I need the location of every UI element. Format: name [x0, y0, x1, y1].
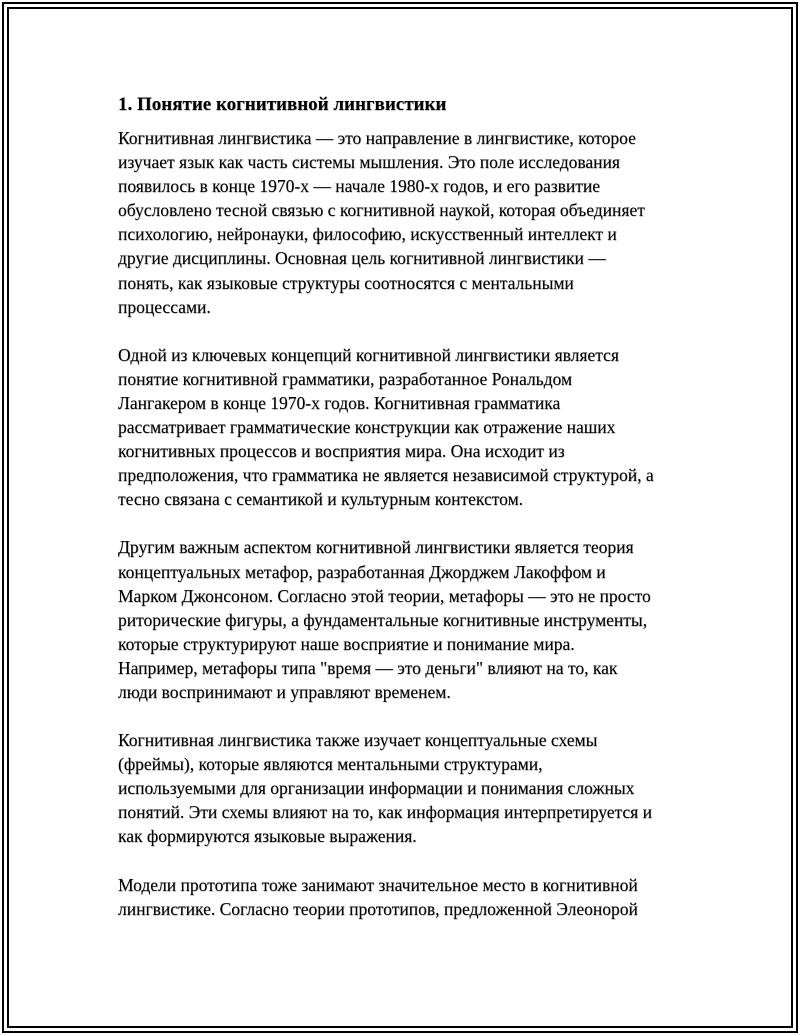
document-body — [118, 92, 698, 945]
paragraph-line: другие дисциплины. Основная цель когнитивной лингвистики — — [118, 248, 606, 269]
paragraph-line: риторические фигуры, а фундаментальные когнитивные инструменты, — [118, 609, 648, 630]
paragraph-1 — [118, 126, 698, 319]
paragraph-line: Когнитивная лингвистика также изучает концептуальные схемы — [118, 730, 598, 751]
paragraph-line: когнитивных процессов и восприятия мира. Она исходит из — [118, 441, 565, 462]
paragraph-line: предположения, что грамматика не является независимой структурой, а — [118, 465, 654, 486]
section-heading: 1. Понятие когнитивной лингвистики — [118, 94, 447, 115]
paragraph-line: процессами. — [118, 296, 211, 317]
paragraph-line: рассматривает грамматические конструкции как отражение наших — [118, 417, 616, 438]
paragraph-line: Например, метафоры типа "время — это деньги" влияют на то, как — [118, 657, 618, 678]
paragraph-line: появилось в конце 1970-х — начале 1980-х годов, и его развитие — [118, 176, 601, 197]
paragraph-line: психологию, нейронауки, философию, искусственный интеллект и — [118, 224, 617, 245]
paragraph-line: Марком Джонсоном. Согласно этой теории, метафоры — это не просто — [118, 585, 651, 606]
paragraph-3 — [118, 535, 698, 704]
paragraph-line: лингвистике. Согласно теории прототипов, предложенной Элеонорой — [118, 898, 638, 919]
paragraph-line: (фреймы), которые являются ментальными структурами, — [118, 754, 543, 775]
paragraph-line: используемыми для организации информации и понимания сложных — [118, 778, 635, 799]
paragraph-line: понятий. Эти схемы влияют на то, как информация интерпретируется и — [118, 802, 652, 823]
paragraph-5 — [118, 873, 698, 921]
paragraph-line: которые структурируют наше восприятие и понимание мира. — [118, 633, 575, 654]
paragraph-line: Лангакером в конце 1970-х годов. Когнитивная грамматика — [118, 392, 561, 413]
paragraph-line: тесно связана с семантикой и культурным контекстом. — [118, 489, 524, 510]
paragraph-line: люди воспринимают и управляют временем. — [118, 681, 451, 702]
paragraph-line: концептуальных метафор, разработанная Джорджем Лакоффом и — [118, 561, 606, 582]
paragraph-4 — [118, 728, 698, 848]
paragraph-line: обусловлено тесной связью с когнитивной наукой, которая объединяет — [118, 200, 645, 221]
paragraph-line: Когнитивная лингвистика — это направление в лингвистике, которое — [118, 128, 636, 148]
paragraph-line: Модели прототипа тоже занимают значительное место в когнитивной — [118, 874, 638, 895]
paragraph-line: изучает язык как часть системы мышления. Это поле исследования — [118, 152, 620, 173]
paragraph-line: понятие когнитивной грамматики, разработанное Рональдом — [118, 368, 573, 389]
paragraph-2 — [118, 343, 698, 512]
paragraph-line: как формируются языковые выражения. — [118, 826, 417, 847]
paragraph-line: Другим важным аспектом когнитивной лингвистики является теория — [118, 537, 634, 558]
paragraph-line: Одной из ключевых концепций когнитивной лингвистики является — [118, 344, 619, 365]
paragraph-line: понять, как языковые структуры соотносятся с ментальными — [118, 272, 574, 293]
